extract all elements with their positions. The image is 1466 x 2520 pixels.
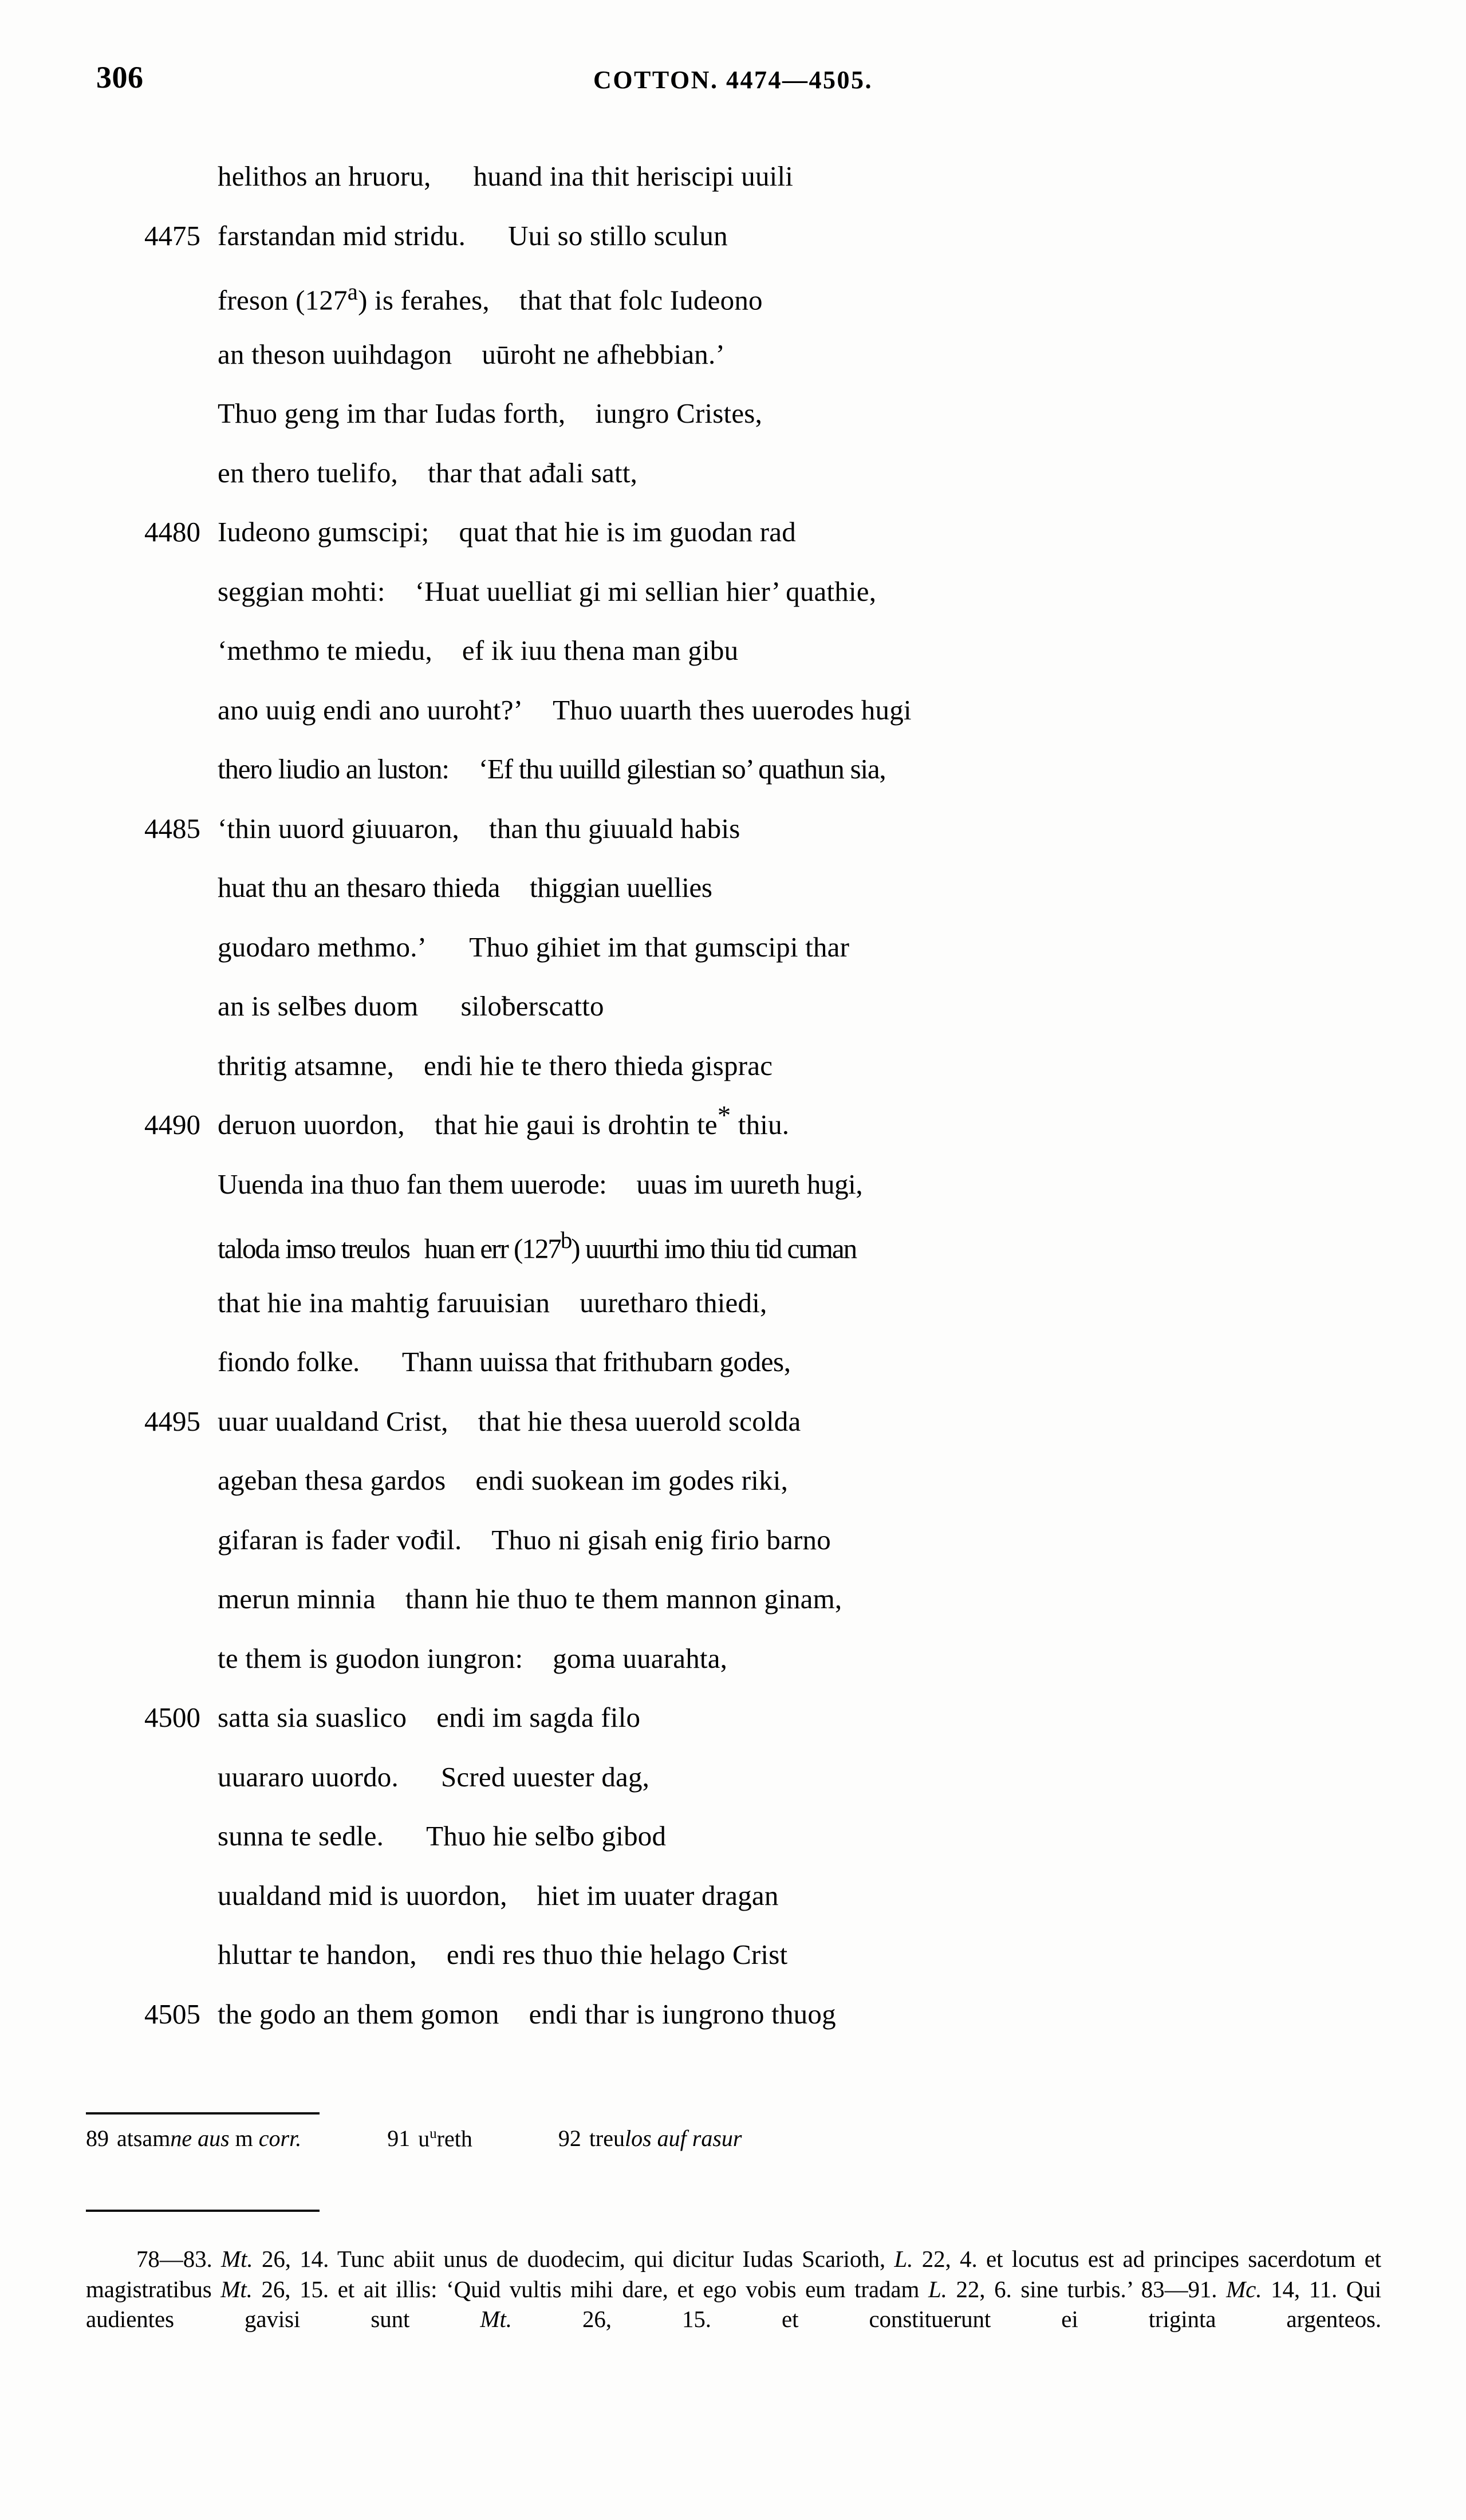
verse-line	[0, 754, 1466, 814]
verse-line-text: ‘thin uuord giuuaron, than thu giuuald habis	[218, 812, 740, 844]
verse-line	[0, 1525, 1466, 1585]
verse-line	[0, 399, 1466, 458]
verse-line	[0, 695, 1466, 755]
verse-line	[0, 340, 1466, 399]
verse-line	[0, 636, 1466, 695]
verse-line-text: an is selƀes duom siloƀerscatto	[218, 990, 604, 1022]
verse-line-text: uuar uualdand Crist, that hie thesa uuerold scolda	[218, 1405, 801, 1437]
page-number: 306	[96, 60, 144, 94]
verse-line-text: thero liudio an luston: ‘Ef thu uuilld gilestian so’ quathun sia,	[218, 753, 886, 785]
verse-line-text: te them is guodon iungron: goma uuarahta,	[218, 1642, 728, 1674]
verse-line	[0, 1881, 1466, 1940]
running-head	[0, 62, 1466, 102]
verse-line	[0, 1347, 1466, 1407]
verse-line-text: Uuenda ina thuo fan them uuerode: uuas im uureth hugi,	[218, 1168, 863, 1200]
verse-line-text: Thuo geng im thar Iudas forth, iungro Cristes,	[218, 397, 763, 429]
verse-line-text: fiondo folke. Thann uuissa that frithubarn godes,	[218, 1346, 791, 1377]
verse-line	[0, 1101, 1466, 1170]
verse-line-number: 4500	[144, 1702, 200, 1733]
verse-line-text: farstandan mid stridu. Uui so stillo sculun	[218, 219, 728, 251]
verse-line-text: ‘methmo te miedu, ef ik iuu thena man gibu	[218, 635, 739, 666]
verse-line	[0, 1584, 1466, 1644]
verse-line-text: freson (127$^a$) is ferahes, that that folc Iudeono	[218, 279, 763, 316]
verse-line-text: helithos an hruoru, huand ina thit heriscipi uuili	[218, 160, 794, 192]
verse-line	[0, 517, 1466, 577]
verse-line	[0, 1228, 1466, 1288]
verse-line-text: sunna te sedle. Thuo hie selƀo gibod	[218, 1820, 667, 1852]
verse-line-text: huat thu an thesaro thieda thiggian uuellies	[218, 872, 712, 903]
verse-line	[0, 1466, 1466, 1525]
verse-line-text: taloda imso treulos huan err (127$^b$) uuurthi imo thiu tid cuman	[218, 1227, 857, 1265]
verse-line	[0, 221, 1466, 281]
verse-line	[0, 1051, 1466, 1111]
verse-line-number: 4505	[144, 1998, 200, 2030]
verse-line	[0, 873, 1466, 932]
verse-line-text: ageban thesa gardos endi suokean im godes riki,	[218, 1464, 789, 1496]
verse-line-number: 4495	[144, 1405, 200, 1437]
verse-line	[0, 162, 1466, 221]
verse-line-text: en thero tuelifo, thar that ađali satt,	[218, 456, 638, 489]
apparatus-rule-bottom	[86, 2210, 320, 2212]
verse-line	[0, 280, 1466, 340]
verse-line-text: an theson uuihdagon uūroht ne afhebbian.’	[218, 338, 725, 370]
verse-line-text: ano uuig endi ano uuroht?’ Thuo uuarth thes uuerodes hugi	[218, 694, 912, 726]
verse-line	[0, 1703, 1466, 1762]
verse-line-number: 4475	[144, 219, 200, 251]
verse-line-text: merun minnia thann hie thuo te them mannon ginam,	[218, 1583, 842, 1615]
verse-line-text: gifaran is fader vođil. Thuo ni gisah enig firio barno	[218, 1523, 831, 1556]
verse-line-number: 4480	[144, 516, 200, 548]
verse-line	[0, 1170, 1466, 1229]
verse-line-number: 4485	[144, 812, 200, 844]
verse-line-text: that hie ina mahtig faruuisian uuretharo thiedi,	[218, 1286, 767, 1318]
running-head-title: COTTON. 4474—4505.	[593, 66, 873, 94]
critical-apparatus: 89 atsamne aus m corr. 91 $u^ureth$ 92 treulos auf rasur	[86, 2125, 742, 2152]
verse-line-text: seggian mohti: ‘Huat uuelliat gi mi sellian hier’ quathie,	[218, 575, 877, 607]
verse-line	[0, 577, 1466, 636]
verse-line	[0, 932, 1466, 992]
apparatus-rule-top	[86, 2112, 320, 2115]
verse-line-text: hluttar te handon, endi res thuo thie helago Crist	[218, 1939, 788, 1970]
verse-line	[0, 1288, 1466, 1348]
verse-line-text: uualdand mid is uuordon, hiet im uuater dragan	[218, 1879, 779, 1911]
verse-line-text: deruon uuordon, that hie gaui is drohtin te* thiu.	[218, 1101, 790, 1140]
verse-line	[0, 1644, 1466, 1703]
verse-line-text: guodaro methmo.’ Thuo gihiet im that gumscipi thar	[218, 931, 850, 963]
verse-line-text: the godo an them gomon endi thar is iungrono thuog	[218, 1998, 836, 2030]
verse-line-text: uuararo uuordo. Scred uuester dag,	[218, 1761, 650, 1793]
verse-line	[0, 1407, 1466, 1466]
verse-block	[0, 162, 1466, 2058]
verse-line	[0, 1940, 1466, 1999]
verse-line	[0, 1821, 1466, 1881]
latin-source-note: 78—83. Mt. 26, 14. Tunc abiit unus de duodecim, qui dicitur Iudas Scarioth, L. 22, 4. et locutus est ad principes sacerdotum et magistratibus Mt. 26, 15. et ait illis: ‘Quid vultis mihi dare, et ego vobis eum tradam L. 22, 6. sine turbis.’ 83—91. Mc. 14, 11. Qui audientes gavisi sunt Mt. 26, 15. et constituerunt ei triginta argenteos.	[86, 2246, 1381, 2333]
verse-line	[0, 1999, 1466, 2059]
verse-line-text: Iudeono gumscipi; quat that hie is im guodan rad	[218, 516, 796, 548]
verse-line	[0, 991, 1466, 1051]
verse-line	[0, 1762, 1466, 1822]
verse-line-text: thritig atsamne, endi hie te thero thieda gisprac	[218, 1049, 773, 1081]
verse-line	[0, 814, 1466, 873]
verse-line	[0, 458, 1466, 518]
verse-line-text: satta sia suaslico endi im sagda filo	[218, 1702, 641, 1733]
verse-line-number: 4490	[144, 1109, 200, 1140]
